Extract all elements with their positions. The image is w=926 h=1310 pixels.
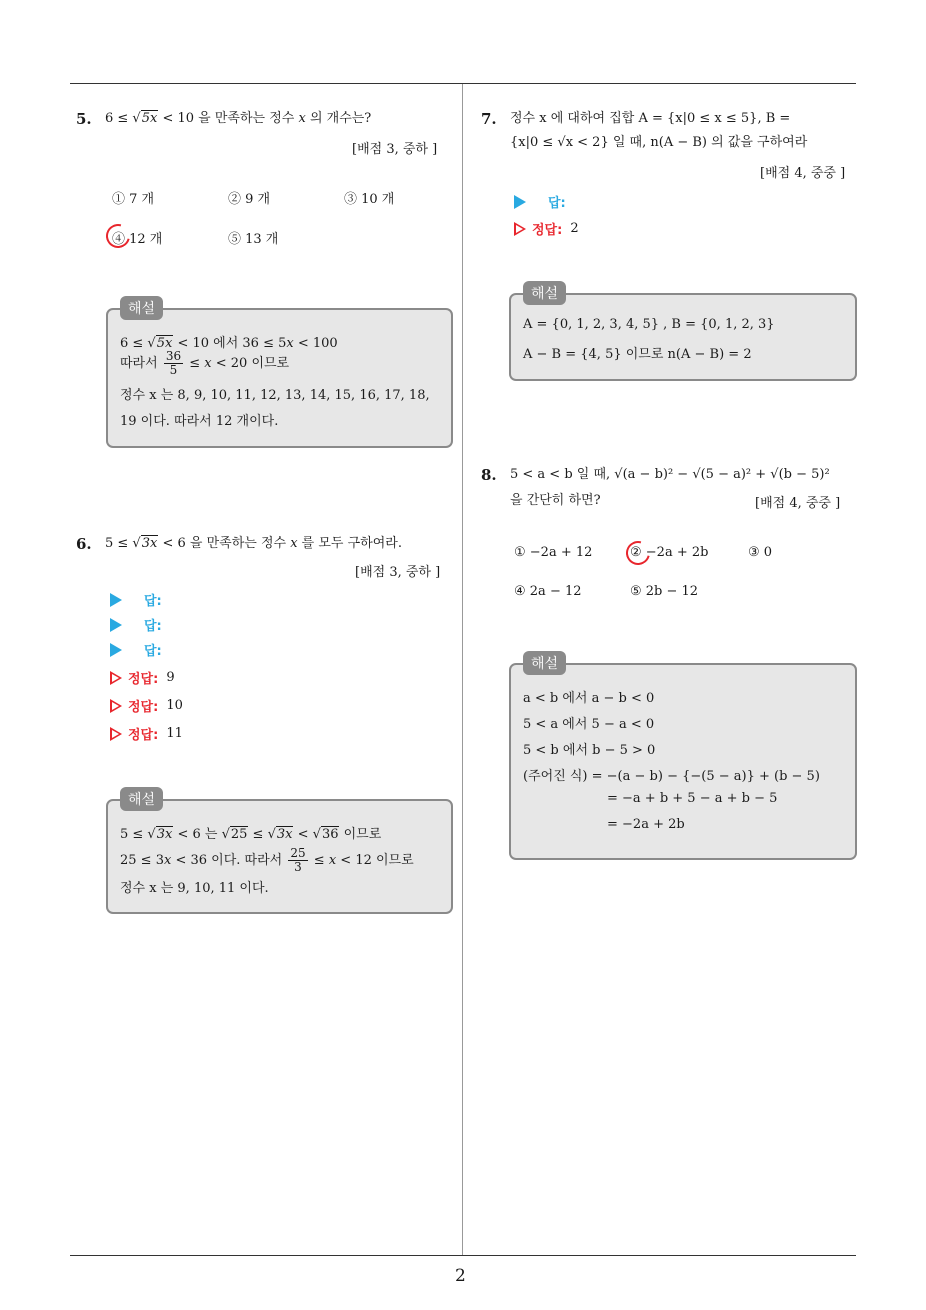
play-icon — [110, 643, 122, 657]
q8-explain-line-3: 5 < b 에서 b − 5 > 0 — [523, 743, 656, 758]
q7-meta: [배점 4, 중중 ] — [760, 166, 846, 181]
q5-text — [105, 108, 371, 130]
q7-explanation-tag: 해설 — [523, 281, 566, 305]
q5-explanation-tag: 해설 — [120, 296, 163, 320]
q6-answer-row-1[interactable] — [110, 590, 162, 609]
q8-selected-mark-icon — [622, 537, 655, 570]
q5-explain-line-2: 따라서 $\frac{36}{5}$ ≤ x < 20 이므로 — [120, 349, 290, 377]
q6-answer-row-2[interactable] — [110, 615, 162, 634]
q7-answer-label: 답: — [548, 196, 566, 211]
q7-text-line-1: 정수 x 에 대하여 집합 A = {x|0 ≤ x ≤ 5}, B = — [510, 111, 791, 126]
q6-correct-row-3 — [110, 724, 183, 743]
q6-explain-line-3: 정수 x 는 9, 10, 11 이다. — [120, 881, 269, 896]
q6-correct-value-1: 9 — [166, 670, 175, 685]
q5-choice-1[interactable]: ① 7 개 — [112, 192, 155, 207]
q5-number: 5. — [76, 110, 92, 128]
q6-correct-label-2: 정답: — [128, 700, 159, 715]
outline-triangle-icon — [110, 727, 122, 741]
q8-choice-4[interactable]: ④ 2a − 12 — [514, 584, 582, 599]
column-divider — [462, 84, 463, 1256]
q6-answer-label-1: 답: — [144, 594, 162, 609]
outline-triangle-icon — [514, 222, 526, 236]
q8-text-line-2: 을 간단히 하면? — [510, 493, 601, 508]
q6-explain-line-2: 25 ≤ 3x < 36 이다. 따라서 $\frac{25}{3}$ ≤ x < 12 이므로 — [120, 846, 414, 874]
q8-choice-1[interactable]: ① −2a + 12 — [514, 545, 593, 560]
q8-choice-2[interactable]: ② −2a + 2b — [630, 545, 709, 560]
q6-explanation-tag: 해설 — [120, 787, 163, 811]
q6-meta: [배점 3, 중하 ] — [355, 565, 441, 580]
q8-meta: [배점 4, 중중 ] — [755, 496, 841, 511]
q8-text-line-1: 5 < a < b 일 때, √(a − b)² − √(5 − a)² + √(b − 5)² — [510, 467, 830, 482]
q8-explain-line-4: (주어진 식) = −(a − b) − {−(5 − a)} + (b − 5) — [523, 769, 820, 784]
q6-number: 6. — [76, 535, 92, 553]
q5-choice-4[interactable]: ④ 12 개 — [112, 232, 163, 247]
q7-number: 7. — [481, 110, 497, 128]
q6-correct-value-3: 11 — [166, 726, 183, 741]
q6-answer-label-2: 답: — [144, 619, 162, 634]
q6-explain-line-1: 5 ≤ √3x < 6 는 √25 ≤ √3x < √36 이므로 — [120, 827, 382, 842]
q6-correct-row-2 — [110, 696, 183, 715]
q8-choice-3[interactable]: ③ 0 — [748, 545, 773, 560]
q8-explain-line-6: = −2a + 2b — [607, 817, 685, 832]
q6-correct-label-1: 정답: — [128, 672, 159, 687]
top-rule — [70, 83, 856, 84]
q5-explain-line-3: 정수 x 는 8, 9, 10, 11, 12, 13, 14, 15, 16, 17, 18, — [120, 388, 430, 403]
q7-correct-label: 정답: — [532, 223, 563, 238]
q6-correct-value-2: 10 — [166, 698, 183, 713]
q6-correct-row-1 — [110, 668, 175, 687]
q5-meta: [배점 3, 중하 ] — [352, 142, 438, 157]
q5-selected-mark-icon — [102, 220, 135, 253]
q8-explain-line-2: 5 < a 에서 5 − a < 0 — [523, 717, 655, 732]
q7-explain-line-1: A = {0, 1, 2, 3, 4, 5} , B = {0, 1, 2, 3} — [523, 317, 775, 332]
q5-explain-line-4: 19 이다. 따라서 12 개이다. — [120, 414, 279, 429]
q8-explanation-box — [509, 656, 857, 860]
play-icon — [110, 593, 122, 607]
q7-explanation-box — [509, 286, 857, 381]
q8-number: 8. — [481, 466, 497, 484]
q6-answer-row-3[interactable] — [110, 640, 162, 659]
q7-text-line-2: {x|0 ≤ √x < 2} 일 때, n(A − B) 의 값을 구하여라 — [510, 135, 808, 150]
q6-answer-label-3: 답: — [144, 644, 162, 659]
q6-text — [105, 533, 402, 555]
q5-text-rendered: 6 ≤ √5x < 10 을 만족하는 정수 x 의 개수는? — [105, 111, 372, 126]
q8-choice-5[interactable]: ⑤ 2b − 12 — [630, 584, 699, 599]
q5-explanation-box — [106, 301, 453, 448]
outline-triangle-icon — [110, 671, 122, 685]
q5-choice-3[interactable]: ③ 10 개 — [344, 192, 395, 207]
q7-answer-row[interactable] — [514, 192, 566, 211]
page-number: 2 — [455, 1266, 466, 1286]
q8-explain-line-1: a < b 에서 a − b < 0 — [523, 691, 655, 706]
q7-explain-line-2: A − B = {4, 5} 이므로 n(A − B) = 2 — [523, 347, 752, 362]
q6-text-rendered: 5 ≤ √3x < 6 을 만족하는 정수 x 를 모두 구하여라. — [105, 536, 402, 551]
outline-triangle-icon — [110, 699, 122, 713]
q5-choice-5[interactable]: ⑤ 13 개 — [228, 232, 279, 247]
q8-explain-line-5: = −a + b + 5 − a + b − 5 — [607, 791, 778, 806]
q8-explanation-tag: 해설 — [523, 651, 566, 675]
play-icon — [110, 618, 122, 632]
play-icon — [514, 195, 526, 209]
q6-explanation-box — [106, 792, 453, 914]
q5-choice-2[interactable]: ② 9 개 — [228, 192, 271, 207]
q7-correct-value: 2 — [570, 221, 579, 236]
q6-correct-label-3: 정답: — [128, 728, 159, 743]
q7-correct-row — [514, 219, 579, 238]
q5-explain-line-1: 6 ≤ √5x < 10 에서 36 ≤ 5x < 100 — [120, 336, 338, 351]
bottom-rule — [70, 1255, 856, 1256]
